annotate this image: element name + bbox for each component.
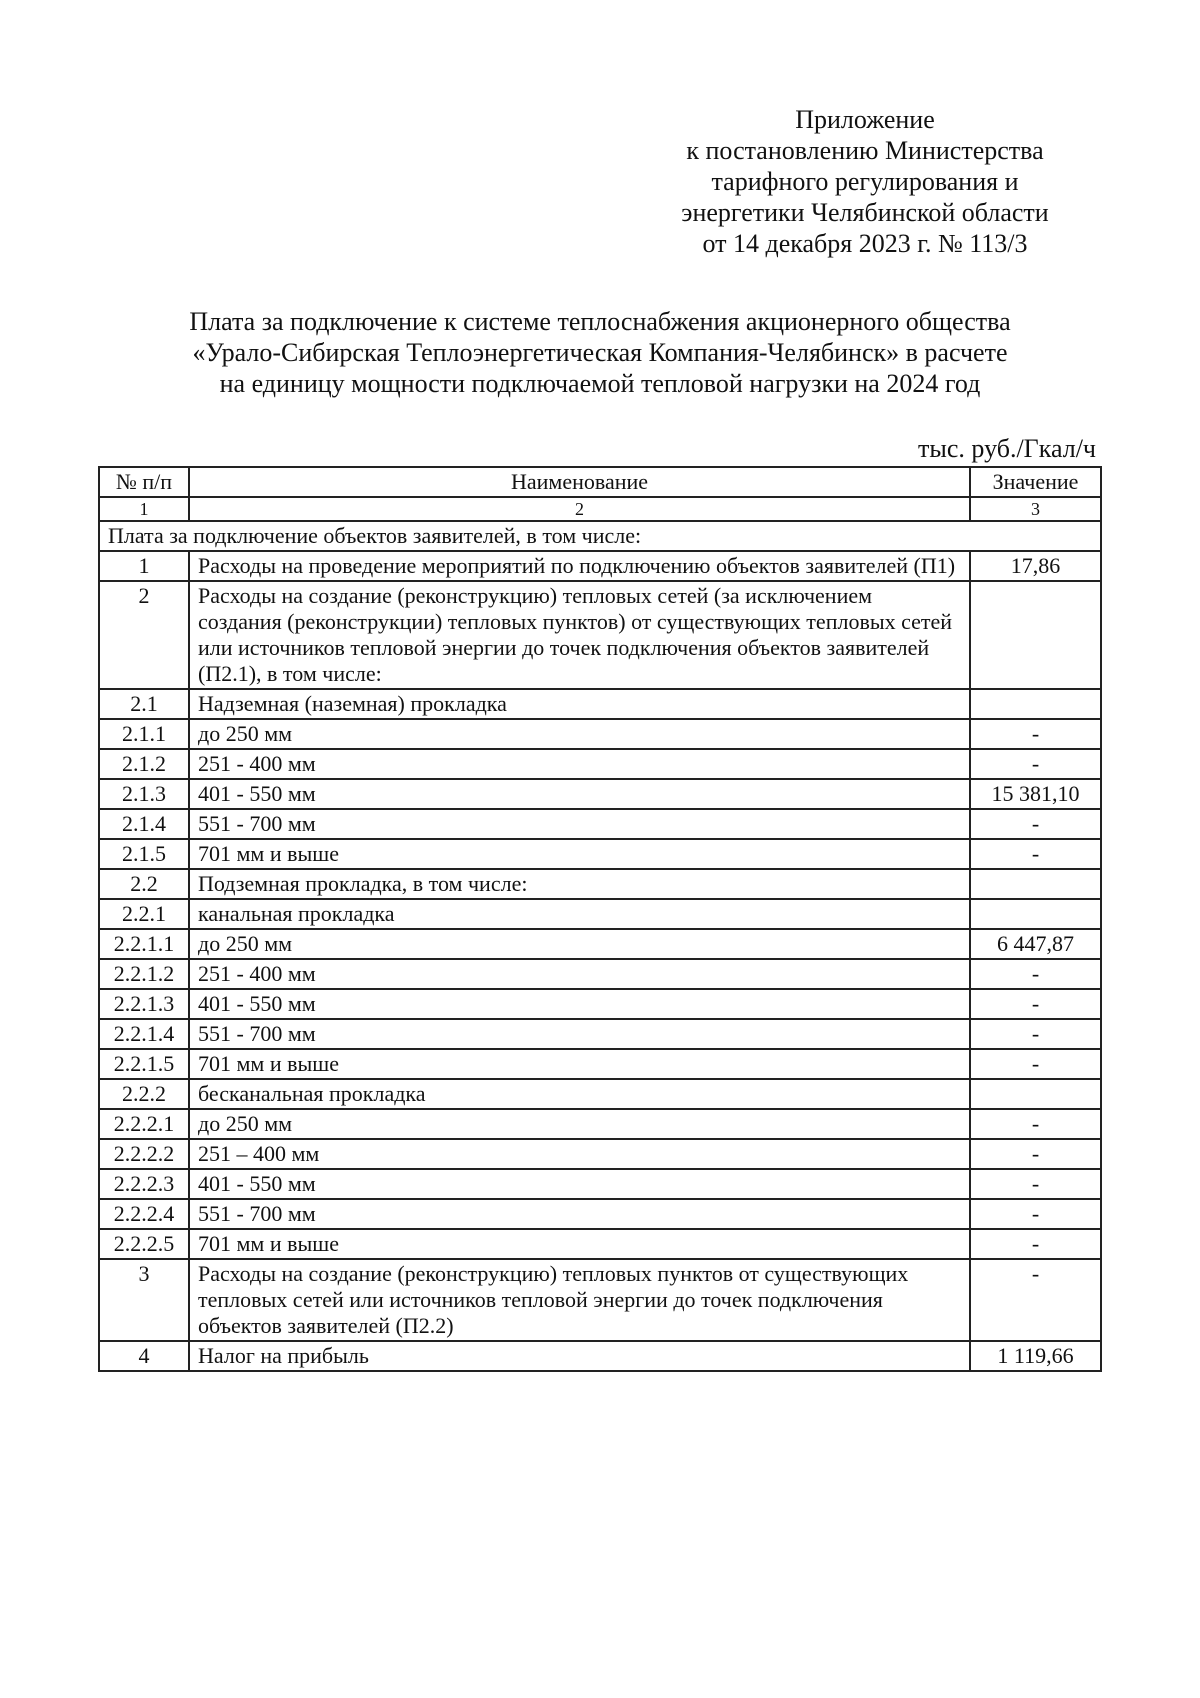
row-num: 2.1.5 <box>99 839 189 869</box>
row-num: 2.2 <box>99 869 189 899</box>
row-num: 2.2.2.5 <box>99 1229 189 1259</box>
row-num: 1 <box>99 551 189 581</box>
row-value: 6 447,87 <box>970 929 1101 959</box>
table-row <box>99 959 1101 989</box>
row-value: - <box>970 1019 1101 1049</box>
table-row <box>99 1199 1101 1229</box>
row-num: 2.2.1.4 <box>99 1019 189 1049</box>
row-num: 4 <box>99 1341 189 1371</box>
row-value: 15 381,10 <box>970 779 1101 809</box>
row-value: - <box>970 1049 1101 1079</box>
row-num: 3 <box>99 1259 189 1341</box>
row-name: 551 - 700 мм <box>189 1019 970 1049</box>
title-line: на единицу мощности подключаемой тепловой нагрузки на 2024 год <box>219 369 981 398</box>
row-name: 401 - 550 мм <box>189 989 970 1019</box>
table-row <box>99 749 1101 779</box>
row-name: 401 - 550 мм <box>189 1169 970 1199</box>
row-value <box>970 1079 1101 1109</box>
annex-line: к постановлению Министерства <box>686 136 1044 165</box>
document-title <box>100 306 1100 399</box>
table-row <box>99 1139 1101 1169</box>
row-name: Расходы на проведение мероприятий по подключению объектов заявителей (П1) <box>189 551 970 581</box>
col-index-num: 1 <box>99 497 189 521</box>
row-name: 551 - 700 мм <box>189 1199 970 1229</box>
row-name: 701 мм и выше <box>189 1229 970 1259</box>
row-name: Налог на прибыль <box>189 1341 970 1371</box>
row-num: 2.2.2.4 <box>99 1199 189 1229</box>
row-name: Расходы на создание (реконструкцию) тепловых пунктов от существующих тепловых сетей или источников тепловой энергии до точек подключения объектов заявителей (П2.2) <box>189 1259 970 1341</box>
row-num: 2.2.2.2 <box>99 1139 189 1169</box>
row-name: бесканальная прокладка <box>189 1079 970 1109</box>
row-value: - <box>970 1199 1101 1229</box>
row-name: до 250 мм <box>189 719 970 749</box>
row-value: - <box>970 839 1101 869</box>
table-row <box>99 1079 1101 1109</box>
annex-line: Приложение <box>795 105 935 134</box>
units-label: тыс. руб./Гкал/ч <box>918 434 1096 463</box>
row-name: 551 - 700 мм <box>189 809 970 839</box>
header-num: № п/п <box>99 467 189 497</box>
row-value <box>970 581 1101 689</box>
row-name: 251 – 400 мм <box>189 1139 970 1169</box>
row-name: 701 мм и выше <box>189 839 970 869</box>
row-name: канальная прокладка <box>189 899 970 929</box>
annex-line: энергетики Челябинской области <box>681 198 1049 227</box>
row-value: - <box>970 749 1101 779</box>
row-num: 2.1.3 <box>99 779 189 809</box>
table-row <box>99 809 1101 839</box>
row-value: - <box>970 1109 1101 1139</box>
row-value: - <box>970 1259 1101 1341</box>
table-row <box>99 1229 1101 1259</box>
row-value: - <box>970 1139 1101 1169</box>
row-num: 2.2.2.1 <box>99 1109 189 1139</box>
row-name: 251 - 400 мм <box>189 959 970 989</box>
row-value: - <box>970 1229 1101 1259</box>
table-body <box>99 467 1101 1371</box>
row-value: - <box>970 719 1101 749</box>
row-name: 251 - 400 мм <box>189 749 970 779</box>
col-index-name: 2 <box>189 497 970 521</box>
table-row <box>99 551 1101 581</box>
row-num: 2.2.1.1 <box>99 929 189 959</box>
table-row <box>99 1109 1101 1139</box>
title-line: «Урало-Сибирская Теплоэнергетическая Компания-Челябинск» в расчете <box>192 338 1008 367</box>
annex-line: тарифного регулирования и <box>711 167 1019 196</box>
row-value: 17,86 <box>970 551 1101 581</box>
table-row <box>99 929 1101 959</box>
table-row <box>99 779 1101 809</box>
row-name: до 250 мм <box>189 1109 970 1139</box>
row-num: 2 <box>99 581 189 689</box>
table-row <box>99 581 1101 689</box>
row-value <box>970 869 1101 899</box>
row-num: 2.2.1.3 <box>99 989 189 1019</box>
row-num: 2.1 <box>99 689 189 719</box>
row-num: 2.2.2 <box>99 1079 189 1109</box>
tariff-table <box>98 466 1102 1372</box>
header-value: Значение <box>970 467 1101 497</box>
table-row <box>99 899 1101 929</box>
table-row <box>99 1341 1101 1371</box>
row-value <box>970 899 1101 929</box>
col-index-value: 3 <box>970 497 1101 521</box>
table-row <box>99 1259 1101 1341</box>
row-value: - <box>970 809 1101 839</box>
row-name: до 250 мм <box>189 929 970 959</box>
row-num: 2.1.2 <box>99 749 189 779</box>
header-name: Наименование <box>189 467 970 497</box>
column-index-row <box>99 497 1101 521</box>
table-row <box>99 719 1101 749</box>
row-name: Расходы на создание (реконструкцию) тепловых сетей (за исключением создания (реконструкции) тепловых пунктов) от существующих тепловых сетей или источников тепловой энергии до точек подключения объектов заявителей (П2.1), в том числе: <box>189 581 970 689</box>
table-row <box>99 839 1101 869</box>
row-value <box>970 689 1101 719</box>
annex-block <box>640 104 1090 259</box>
row-value: - <box>970 989 1101 1019</box>
section-caption: Плата за подключение объектов заявителей, в том числе: <box>99 521 1101 551</box>
section-caption-row <box>99 521 1101 551</box>
table-row <box>99 1169 1101 1199</box>
row-num: 2.1.1 <box>99 719 189 749</box>
annex-line: от 14 декабря 2023 г. № 113/3 <box>702 229 1028 258</box>
table-row <box>99 869 1101 899</box>
row-num: 2.1.4 <box>99 809 189 839</box>
table-row <box>99 989 1101 1019</box>
table-row <box>99 1019 1101 1049</box>
row-num: 2.2.2.3 <box>99 1169 189 1199</box>
row-num: 2.2.1 <box>99 899 189 929</box>
table-row <box>99 689 1101 719</box>
row-name: Подземная прокладка, в том числе: <box>189 869 970 899</box>
row-name: 401 - 550 мм <box>189 779 970 809</box>
row-num: 2.2.1.2 <box>99 959 189 989</box>
row-name: 701 мм и выше <box>189 1049 970 1079</box>
row-num: 2.2.1.5 <box>99 1049 189 1079</box>
title-line: Плата за подключение к системе теплоснабжения акционерного общества <box>189 307 1011 336</box>
row-value: - <box>970 1169 1101 1199</box>
row-value: - <box>970 959 1101 989</box>
header-row <box>99 467 1101 497</box>
row-name: Надземная (наземная) прокладка <box>189 689 970 719</box>
table-row <box>99 1049 1101 1079</box>
row-value: 1 119,66 <box>970 1341 1101 1371</box>
